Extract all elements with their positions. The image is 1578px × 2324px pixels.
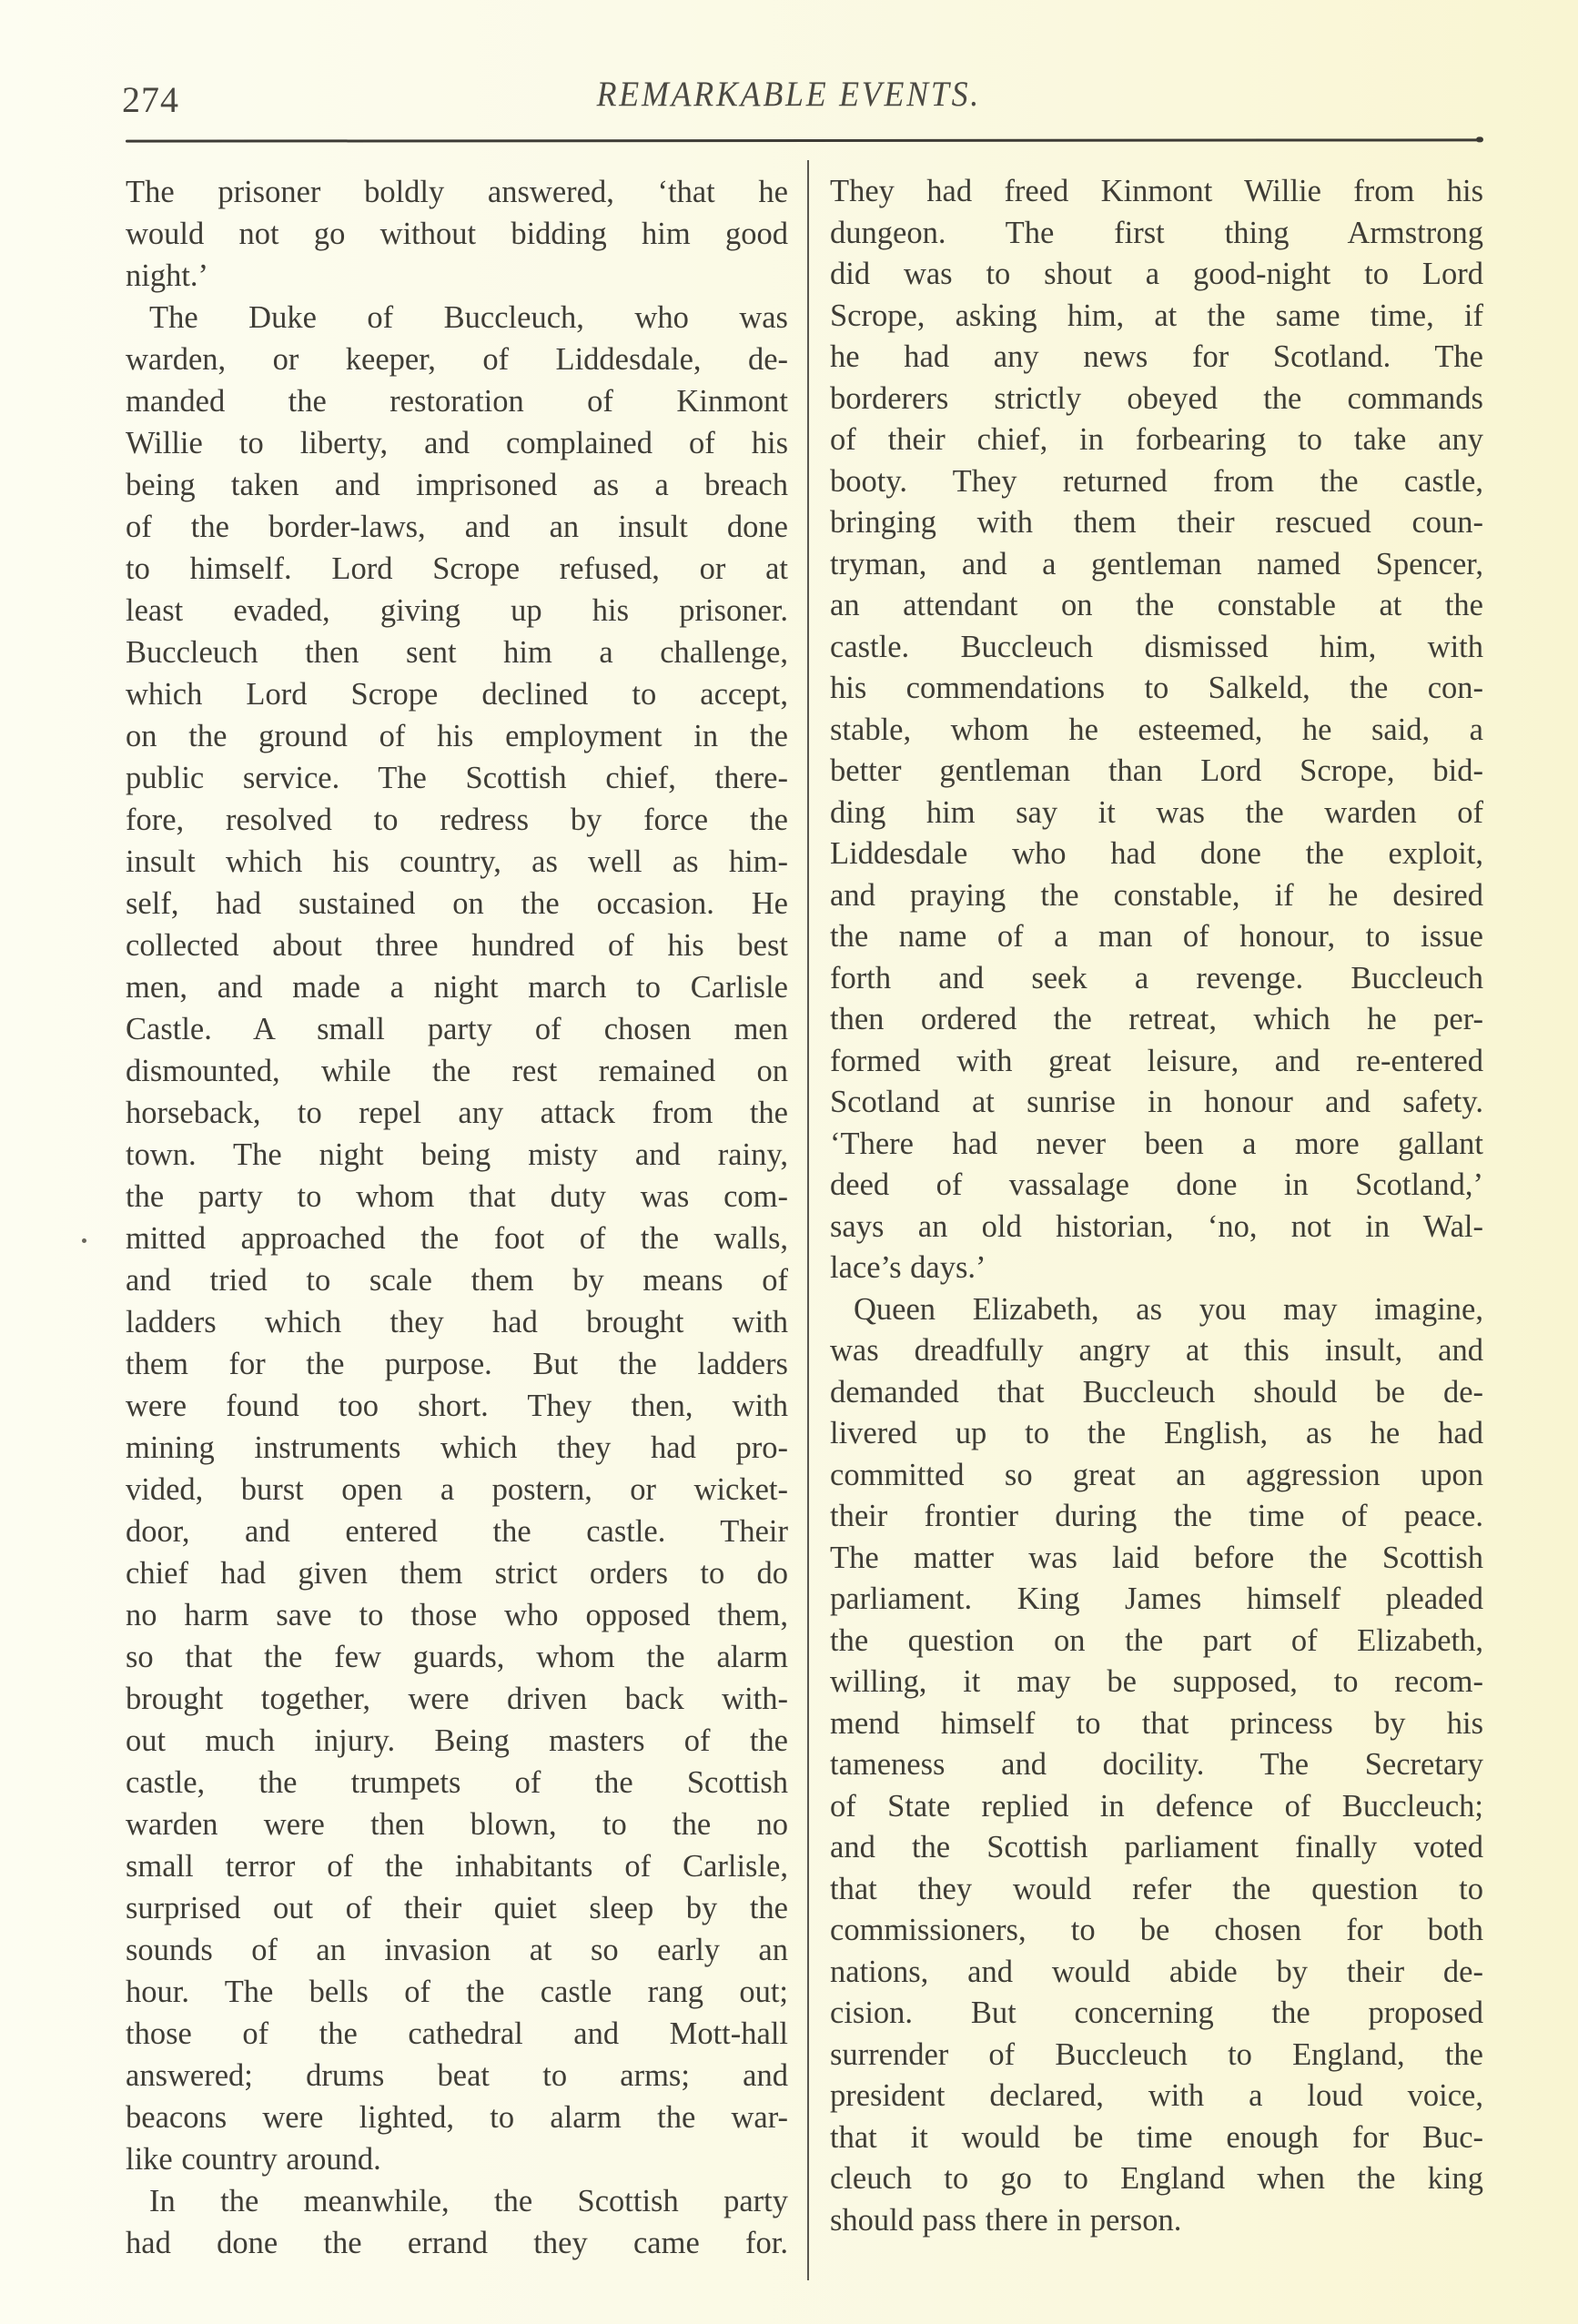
text-line: so that the few guards, whom the alarm: [126, 1640, 788, 1674]
text-line: men, and made a night march to Carlisle: [126, 970, 788, 1005]
text-line: deed of vassalage done in Scotland,’: [830, 1167, 1483, 1202]
text-line: had done the errand they came for.: [126, 2226, 788, 2260]
text-line: bringing with them their rescued coun-: [830, 505, 1483, 540]
text-line: dungeon. The first thing Armstrong: [830, 215, 1483, 250]
text-line: horseback, to repel any attack from the: [126, 1096, 788, 1130]
text-line: and the Scottish parliament finally voted: [830, 1830, 1483, 1864]
text-line: willing, it may be supposed, to recom-: [830, 1664, 1483, 1699]
text-line: commissioners, to be chosen for both: [830, 1913, 1483, 1947]
running-title: REMARKABLE EVENTS.: [596, 75, 981, 114]
text-line: like country around.: [126, 2142, 381, 2177]
margin-speck: [82, 1238, 86, 1243]
text-line: of their chief, in forbearing to take any: [830, 422, 1483, 457]
text-line: would not go without bidding him good: [126, 217, 788, 251]
text-line: committed so great an aggression upon: [830, 1457, 1483, 1492]
text-line: demanded that Buccleuch should be de-: [830, 1374, 1483, 1410]
text-line: cleuch to go to England when the king: [830, 2161, 1483, 2196]
text-line: stable, whom he esteemed, he said, a: [830, 712, 1483, 747]
text-line: manded the restoration of Kinmont: [126, 384, 788, 419]
text-line: answered; drums beat to arms; and: [126, 2058, 788, 2093]
text-line: and praying the constable, if he desired: [830, 877, 1483, 913]
text-line: least evaded, giving up his prisoner.: [126, 593, 788, 628]
text-line: and tried to scale them by means of: [126, 1263, 788, 1298]
text-line: he had any news for Scotland. The: [830, 339, 1483, 374]
text-line: then ordered the retreat, which he per-: [830, 1002, 1483, 1036]
text-line: Liddesdale who had done the exploit,: [830, 836, 1483, 871]
text-line: cision. But concerning the proposed: [830, 1996, 1483, 2030]
text-line: tameness and docility. The Secretary: [830, 1747, 1483, 1782]
text-line: ‘There had never been a more gallant: [830, 1126, 1483, 1161]
header-rule: [126, 138, 1482, 142]
text-line: being taken and imprisoned as a breach: [126, 468, 788, 502]
text-line: Scrope, asking him, at the same time, if: [830, 298, 1483, 333]
text-line: In the meanwhile, the Scottish party: [149, 2184, 788, 2218]
text-line: hour. The bells of the castle rang out;: [126, 1975, 788, 2009]
text-line: their frontier during the time of peace.: [830, 1499, 1483, 1533]
text-line: insult which his country, as well as him-: [126, 844, 788, 879]
text-line: fore, resolved to redress by force the: [126, 803, 788, 837]
text-line: ding him say it was the warden of: [830, 794, 1483, 830]
text-line: warden were then blown, to the no: [126, 1807, 788, 1842]
text-line: the party to whom that duty was com-: [126, 1179, 788, 1214]
text-line: Buccleuch then sent him a challenge,: [126, 635, 788, 670]
text-line: small terror of the inhabitants of Carlisle,: [126, 1849, 788, 1884]
text-line: no harm save to those who opposed them,: [126, 1598, 788, 1632]
text-line: were found too short. They then, with: [126, 1389, 788, 1423]
text-line: an attendant on the constable at the: [830, 588, 1483, 622]
text-line: booty. They returned from the castle,: [830, 463, 1483, 499]
text-line: to himself. Lord Scrope refused, or at: [126, 551, 788, 586]
text-line: castle. Buccleuch dismissed him, with: [830, 629, 1483, 664]
right-column: [830, 171, 1483, 2241]
text-line: castle, the trumpets of the Scottish: [126, 1765, 788, 1800]
text-line: warden, or keeper, of Liddesdale, de-: [126, 342, 788, 377]
text-line: The matter was laid before the Scottish: [830, 1540, 1483, 1575]
text-line: better gentleman than Lord Scrope, bid-: [830, 753, 1483, 788]
text-line: those of the cathedral and Mott-hall: [126, 2016, 788, 2051]
text-line: mend himself to that princess by his: [830, 1705, 1483, 1741]
text-line: public service. The Scottish chief, there-: [126, 761, 788, 795]
column-divider: [807, 160, 809, 2280]
text-line: mining instruments which they had pro-: [126, 1430, 788, 1465]
text-line: nations, and would abide by their de-: [830, 1954, 1483, 1989]
text-line: night.’: [126, 258, 209, 293]
text-line: did was to shout a good-night to Lord: [830, 257, 1483, 291]
text-line: chief had given them strict orders to do: [126, 1556, 788, 1591]
text-line: president declared, with a loud voice,: [830, 2078, 1483, 2113]
text-line: forth and seek a revenge. Buccleuch: [830, 960, 1483, 995]
text-line: dismounted, while the rest remained on: [126, 1054, 788, 1088]
text-line: them for the purpose. But the ladders: [126, 1347, 788, 1381]
text-line: The prisoner boldly answered, ‘that he: [126, 175, 788, 209]
text-line: ladders which they had brought with: [126, 1305, 788, 1339]
text-line: his commendations to Salkeld, the con-: [830, 671, 1483, 705]
text-line: was dreadfully angry at this insult, and: [830, 1333, 1483, 1368]
text-line: town. The night being misty and rainy,: [126, 1137, 788, 1172]
text-line: says an old historian, ‘no, not in Wal-: [830, 1208, 1483, 1244]
text-line: mitted approached the foot of the walls,: [126, 1221, 788, 1256]
text-line: surprised out of their quiet sleep by the: [126, 1891, 788, 1925]
text-line: that it would be time enough for Buc-: [830, 2119, 1483, 2155]
text-line: which Lord Scrope declined to accept,: [126, 677, 788, 712]
text-line: collected about three hundred of his best: [126, 928, 788, 963]
text-line: self, had sustained on the occasion. He: [126, 886, 788, 921]
text-line: sounds of an invasion at so early an: [126, 1933, 788, 1967]
text-line: borderers strictly obeyed the commands: [830, 380, 1483, 416]
page-number: 274: [122, 79, 179, 120]
text-line: tryman, and a gentleman named Spencer,: [830, 546, 1483, 581]
text-line: Castle. A small party of chosen men: [126, 1012, 788, 1046]
text-line: livered up to the English, as he had: [830, 1416, 1483, 1450]
text-line: parliament. King James himself pleaded: [830, 1581, 1483, 1616]
text-line: should pass there in person.: [830, 2202, 1182, 2238]
text-line: of State replied in defence of Buccleuch;: [830, 1788, 1483, 1824]
text-line: Queen Elizabeth, as you may imagine,: [854, 1291, 1483, 1327]
text-line: Scotland at sunrise in honour and safety.: [830, 1085, 1483, 1119]
text-line: that they would refer the question to: [830, 1871, 1483, 1906]
text-line: the question on the part of Elizabeth,: [830, 1622, 1483, 1658]
text-line: door, and entered the castle. Their: [126, 1514, 788, 1549]
text-line: formed with great leisure, and re-entered: [830, 1043, 1483, 1078]
left-column: [126, 171, 788, 2264]
text-line: the name of a man of honour, to issue: [830, 919, 1483, 954]
text-line: out much injury. Being masters of the: [126, 1723, 788, 1758]
text-line: lace’s days.’: [830, 1250, 986, 1285]
text-line: beacons were lighted, to alarm the war-: [126, 2100, 788, 2135]
text-line: vided, burst open a postern, or wicket-: [126, 1472, 788, 1507]
text-line: surrender of Buccleuch to England, the: [830, 2036, 1483, 2072]
text-line: They had freed Kinmont Willie from his: [830, 174, 1483, 208]
text-line: on the ground of his employment in the: [126, 719, 788, 753]
text-line: of the border-laws, and an insult done: [126, 510, 788, 544]
text-line: The Duke of Buccleuch, who was: [149, 300, 788, 335]
text-line: Willie to liberty, and complained of his: [126, 426, 788, 460]
text-line: brought together, were driven back with-: [126, 1682, 788, 1716]
